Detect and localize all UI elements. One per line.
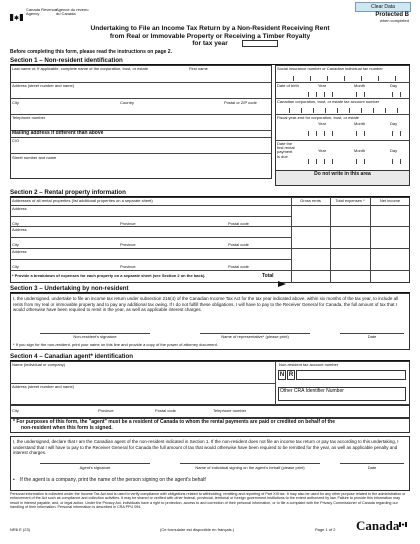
non-resident-signature-field[interactable] bbox=[40, 324, 150, 333]
property-1-expenses-field[interactable] bbox=[331, 207, 369, 225]
property-2-postal-label: Postal code bbox=[228, 242, 249, 247]
agency-name-en: Canada Revenue Agency bbox=[26, 7, 58, 17]
property-3-net-income-field[interactable] bbox=[371, 250, 409, 269]
instructions-text: Before completing this form, please read the instructions on page 2. bbox=[10, 49, 172, 55]
agent-individual-name-label: Name of individual signing on the agent's behalf (please print) bbox=[195, 465, 305, 470]
agent-province-label: Province bbox=[98, 408, 114, 413]
city-field[interactable] bbox=[12, 106, 112, 113]
total-expenses-header: Total expenses * bbox=[335, 198, 365, 203]
address-label: Address (street number and name) bbox=[12, 83, 75, 88]
property-2-net-income-field[interactable] bbox=[371, 228, 409, 247]
property-3-gross-rents-field[interactable] bbox=[292, 250, 329, 269]
nr-prefix-r-letter: R bbox=[288, 372, 294, 378]
representative-footnote: * If you sign for the non-resident, print your name on this line and provide a copy of the power of attorney document. bbox=[13, 342, 218, 347]
telephone-field[interactable] bbox=[12, 122, 132, 129]
dob-day-label: Day bbox=[390, 83, 398, 88]
property-3-expenses-field[interactable] bbox=[331, 250, 369, 269]
property-2-city-label: City bbox=[12, 242, 19, 247]
property-1-gross-rents-field[interactable] bbox=[292, 207, 329, 225]
property-2-expenses-field[interactable] bbox=[331, 228, 369, 247]
first-rental-payment-label: Date the first rental payment is due bbox=[277, 141, 295, 159]
property-2-address-label: Address bbox=[12, 227, 27, 232]
privacy-statement: Personal information is collected under the Income Tax Act and is used to verify compliance with obligations related to withholding, remitting and reporting of Part XIII tax. It may also be used for any other purpose related to the administration or enforcement of the Act such as compliance and collection activities. It may be shared or verified with other federal, provincial, territorial or foreign government institutions to the extent authorized by law. Failure to provide this information may result in interest payable, and, or legal action. Under the Privacy Act, individuals have a right to protection, access to and correction of their personal information, or to file a complaint with the Privacy Commissioner of Canada regarding our handling of their information. Personal information is described in CRA PPU 094. bbox=[10, 492, 406, 509]
page-number: Page 1 of 2 bbox=[315, 527, 336, 532]
when-completed-label: when completed bbox=[379, 18, 409, 23]
do-not-write-label: Do not write in this area bbox=[314, 171, 371, 177]
property-2-gross-rents-field[interactable] bbox=[292, 228, 329, 247]
agent-address-label: Address (street number and name) bbox=[12, 384, 75, 389]
property-1-net-income-field[interactable] bbox=[371, 207, 409, 225]
fiscal-year-end-label: Fiscal year-end for corporation, trust, or estate bbox=[277, 115, 360, 120]
company-signer-note: If the agent is a company, print the name of the person signing on the agent's behalf bbox=[20, 477, 206, 483]
bullet-icon: • bbox=[13, 477, 15, 483]
gross-rents-header: Gross rents bbox=[300, 198, 321, 203]
other-cra-label: Other CRA Identifier Number bbox=[280, 388, 344, 394]
tax-year-field[interactable] bbox=[242, 40, 278, 47]
city-label: City bbox=[12, 100, 19, 105]
street-field[interactable] bbox=[12, 163, 268, 175]
sin-label: Social insurance number or Canadian individual tax number bbox=[277, 66, 383, 71]
dob-year-label: Year bbox=[318, 83, 327, 88]
date-of-birth-label: Date of birth bbox=[277, 83, 299, 88]
rental-addresses-label: Addresses of all rental properties (list additional properties on a separate sheet) bbox=[12, 198, 153, 203]
section-3-heading: Section 3 – Undertaking by non-resident bbox=[10, 285, 129, 292]
street-label: Street number and name bbox=[12, 155, 57, 160]
agency-name-fr: Agence du revenu du Canada bbox=[56, 7, 89, 17]
corporation-account-label: Canadian corporation, trust, or estate tax account number bbox=[277, 99, 380, 104]
agent-name-field[interactable] bbox=[12, 369, 270, 381]
agent-city-label: City bbox=[12, 408, 19, 413]
corporation-account-field[interactable] bbox=[277, 106, 407, 113]
rental-year-label: Year bbox=[318, 148, 327, 153]
agent-tax-account-field[interactable] bbox=[296, 370, 406, 380]
country-label: Country bbox=[120, 100, 135, 105]
property-3-postal-label: Postal code bbox=[228, 264, 249, 269]
nr-prefix-n-letter: N bbox=[279, 372, 285, 378]
mailing-address-label: Mailing address if different than above bbox=[12, 130, 104, 136]
form-number: NR6 E (23) bbox=[10, 527, 31, 532]
undertaking-text: I, the undersigned, undertake to file an income tax return under subsection 216(4) of the Canadian Income Tax Act for the tax year indicated above, within six months of the tax year, to include all rents from my real or immovable property and to pay any additional tax owing. If I do not fulfill these obligations, I will have to pay to the Receiver General for Canada, the full amount of tax that I would otherwise have been required to remit in the year, as well as applicable interest charges. bbox=[13, 296, 399, 313]
clear-data-button[interactable]: Clear Data bbox=[355, 2, 411, 12]
section-3-date-label: Date bbox=[367, 334, 377, 339]
property-2-province-label: Province bbox=[120, 242, 136, 247]
fiscal-month-label: Month bbox=[354, 121, 366, 126]
canada-flag-icon bbox=[10, 8, 23, 15]
non-resident-signature-label: Non-resident's signature bbox=[73, 334, 117, 339]
total-label: Total bbox=[262, 273, 274, 279]
total-expenses-field[interactable] bbox=[331, 272, 369, 282]
postal-code-label: Postal or ZIP code bbox=[224, 100, 257, 105]
total-gross-rents-field[interactable] bbox=[292, 272, 329, 282]
co-label: C/O bbox=[12, 138, 20, 143]
wordmark-flag-icon bbox=[399, 514, 407, 519]
co-field[interactable] bbox=[12, 144, 268, 152]
property-1-postal-label: Postal code bbox=[228, 221, 249, 226]
first-rental-payment-field[interactable] bbox=[300, 156, 408, 164]
section-2-heading: Section 2 – Rental property information bbox=[10, 189, 126, 196]
rental-month-label: Month bbox=[354, 148, 366, 153]
agent-name-label: Name (individual or company) bbox=[12, 362, 66, 367]
last-name-field[interactable] bbox=[12, 73, 182, 81]
agent-address-field[interactable] bbox=[12, 391, 270, 403]
agent-tax-account-label: Non-resident tax account number bbox=[279, 362, 339, 367]
french-availability: (Ce formulaire est disponible en français.) bbox=[160, 527, 235, 532]
section-1-heading: Section 1 – Non-resident identification bbox=[10, 57, 123, 64]
agent-telephone-label: Telephone number bbox=[213, 408, 247, 413]
postal-code-field[interactable] bbox=[224, 106, 268, 113]
agent-signature-field[interactable] bbox=[40, 454, 150, 463]
property-3-province-label: Province bbox=[120, 264, 136, 269]
canada-wordmark: Canada bbox=[356, 518, 400, 533]
fiscal-year-label: Year bbox=[318, 121, 327, 126]
agent-individual-name-field[interactable] bbox=[180, 454, 320, 463]
representative-name-label: Name of representative* (please print) bbox=[221, 334, 289, 339]
agent-postal-label: Postal code bbox=[155, 408, 176, 413]
net-income-header: Net income bbox=[379, 198, 401, 203]
agent-signature-label: Agent's signature bbox=[79, 465, 111, 470]
property-3-city-label: City bbox=[12, 264, 19, 269]
agent-declaration-text: I, the undersigned, declare that I am the Canadian agent of the non-resident indicated in Section 1. If the non-resident does not file an income tax return or pay tax according to this undertaking, I understand that I will have to pay to the Receiver General for Canada the full amount of tax that would otherwise have been required to be remitted for the year, as well as applicable penalty and interest charges. bbox=[13, 439, 399, 456]
expenses-footnote: * Provide a breakdown of expenses for each property on a separate sheet (see Section 2 on the back). bbox=[12, 273, 206, 278]
property-3-address-label: Address bbox=[12, 249, 27, 254]
first-name-field[interactable] bbox=[189, 73, 269, 81]
section-4-date-field[interactable] bbox=[340, 454, 404, 463]
arrow-right-icon bbox=[278, 274, 286, 280]
section-4-date-label: Date bbox=[367, 465, 377, 470]
protected-label: Protected B bbox=[375, 12, 409, 18]
agent-definition-note: * For purposes of this form, the "agent" must be a resident of Canada to whom the rental payments are paid or credited on behalf of the non-resident when this form is signed. bbox=[13, 419, 336, 431]
agent-city-row bbox=[10, 405, 410, 418]
country-field[interactable] bbox=[120, 106, 216, 113]
dob-month-label: Month bbox=[354, 83, 366, 88]
form-title: Undertaking to File an Income Tax Return by a Non-Resident Receiving Rent from Real or Immovable Property or Receiving a Timber Royalty for tax year bbox=[90, 25, 330, 48]
representative-name-field[interactable] bbox=[200, 324, 310, 333]
rental-day-label: Day bbox=[390, 148, 398, 153]
fiscal-day-label: Day bbox=[390, 121, 398, 126]
last-name-label: Last name or, if applicable, complete name of the corporation, trust, or estate bbox=[12, 66, 149, 71]
property-1-city-label: City bbox=[12, 221, 19, 226]
telephone-label: Telephone number bbox=[12, 115, 46, 120]
section-4-heading: Section 4 – Canadian agent* identification bbox=[10, 353, 134, 360]
property-1-province-label: Province bbox=[120, 221, 136, 226]
first-name-label: First name bbox=[189, 66, 208, 71]
property-1-address-label: Address bbox=[12, 206, 27, 211]
sin-field[interactable] bbox=[277, 73, 407, 81]
address-field[interactable] bbox=[12, 90, 268, 97]
total-net-income-field[interactable] bbox=[371, 272, 409, 282]
fiscal-year-end-field[interactable] bbox=[300, 128, 408, 136]
section-3-date-field[interactable] bbox=[340, 324, 404, 333]
date-of-birth-field[interactable] bbox=[300, 90, 408, 97]
